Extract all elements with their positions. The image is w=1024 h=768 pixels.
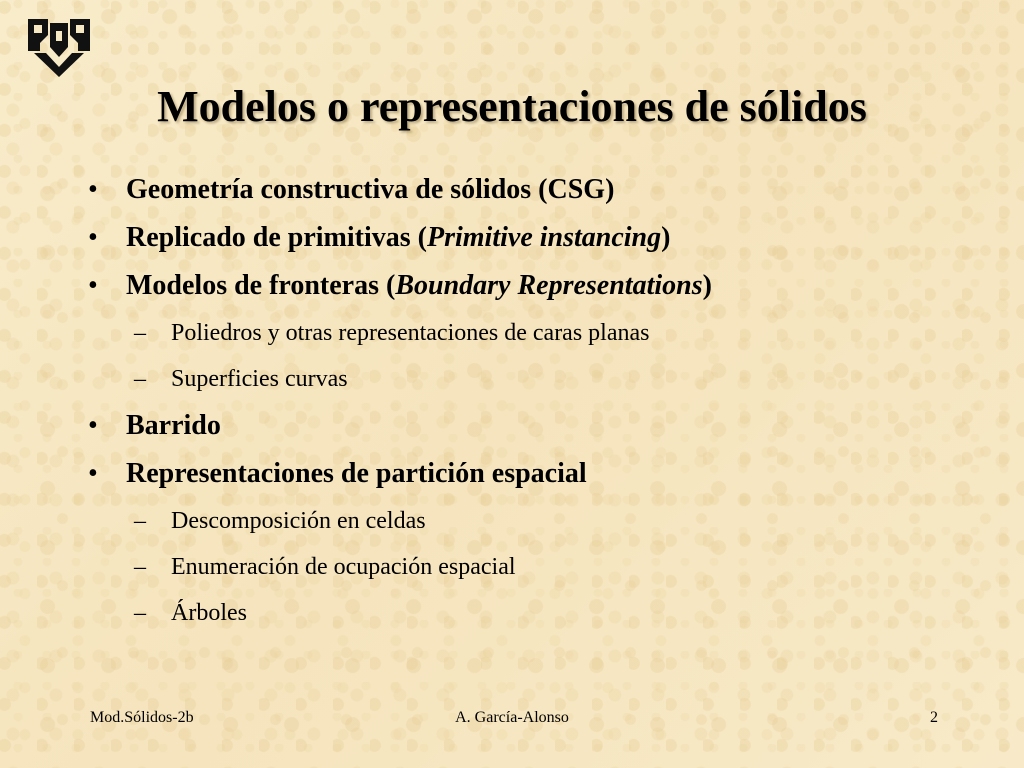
bullet-icon: • xyxy=(88,174,98,205)
bullet-item-boundary-representations xyxy=(84,263,984,311)
bullet-icon: • xyxy=(88,222,98,253)
sub-item-superficies xyxy=(84,357,984,403)
dash-icon: – xyxy=(134,320,146,346)
university-logo-icon xyxy=(26,17,92,79)
dash-icon: – xyxy=(134,508,146,534)
sub-item-text: Descomposición en celdas xyxy=(171,508,426,534)
bullet-text-close: ) xyxy=(702,270,712,301)
bullet-icon: • xyxy=(88,410,98,441)
bullet-item-primitive-instancing xyxy=(84,215,984,263)
bullet-text-close: ) xyxy=(661,222,671,253)
dash-icon: – xyxy=(134,554,146,580)
sub-item-text: Poliedros y otras representaciones de caras planas xyxy=(171,320,650,346)
bullet-item-barrido xyxy=(84,403,984,451)
bullet-icon: • xyxy=(88,458,98,489)
sub-item-arboles xyxy=(84,591,984,637)
bullet-text: Replicado de primitivas ( xyxy=(126,222,427,253)
footer-course-code: Mod.Sólidos-2b xyxy=(90,709,194,726)
bullet-text: Representaciones de partición espacial xyxy=(126,458,587,489)
bullet-item-csg xyxy=(84,167,984,215)
slide-number: 2 xyxy=(930,709,938,726)
bullet-text-italic: Primitive instancing xyxy=(427,222,662,253)
bullet-text: Modelos de fronteras ( xyxy=(126,270,396,301)
footer-author: A. García-Alonso xyxy=(455,709,569,726)
sub-item-descomposicion xyxy=(84,499,984,545)
sub-item-text: Enumeración de ocupación espacial xyxy=(171,554,516,580)
sub-item-enumeracion xyxy=(84,545,984,591)
bullet-icon: • xyxy=(88,270,98,301)
dash-icon: – xyxy=(134,600,146,626)
slide-title: Modelos o representaciones de sólidos xyxy=(157,82,867,131)
sub-item-poliedros xyxy=(84,311,984,357)
sub-item-text: Árboles xyxy=(171,600,247,626)
bullet-text: Geometría constructiva de sólidos (CSG) xyxy=(126,174,615,205)
sub-item-text: Superficies curvas xyxy=(171,366,348,392)
bullet-item-particion-espacial xyxy=(84,451,984,499)
bullet-text: Barrido xyxy=(126,410,221,441)
bullet-list xyxy=(84,167,984,637)
bullet-text-italic: Boundary Representations xyxy=(395,270,703,301)
dash-icon: – xyxy=(134,366,146,392)
